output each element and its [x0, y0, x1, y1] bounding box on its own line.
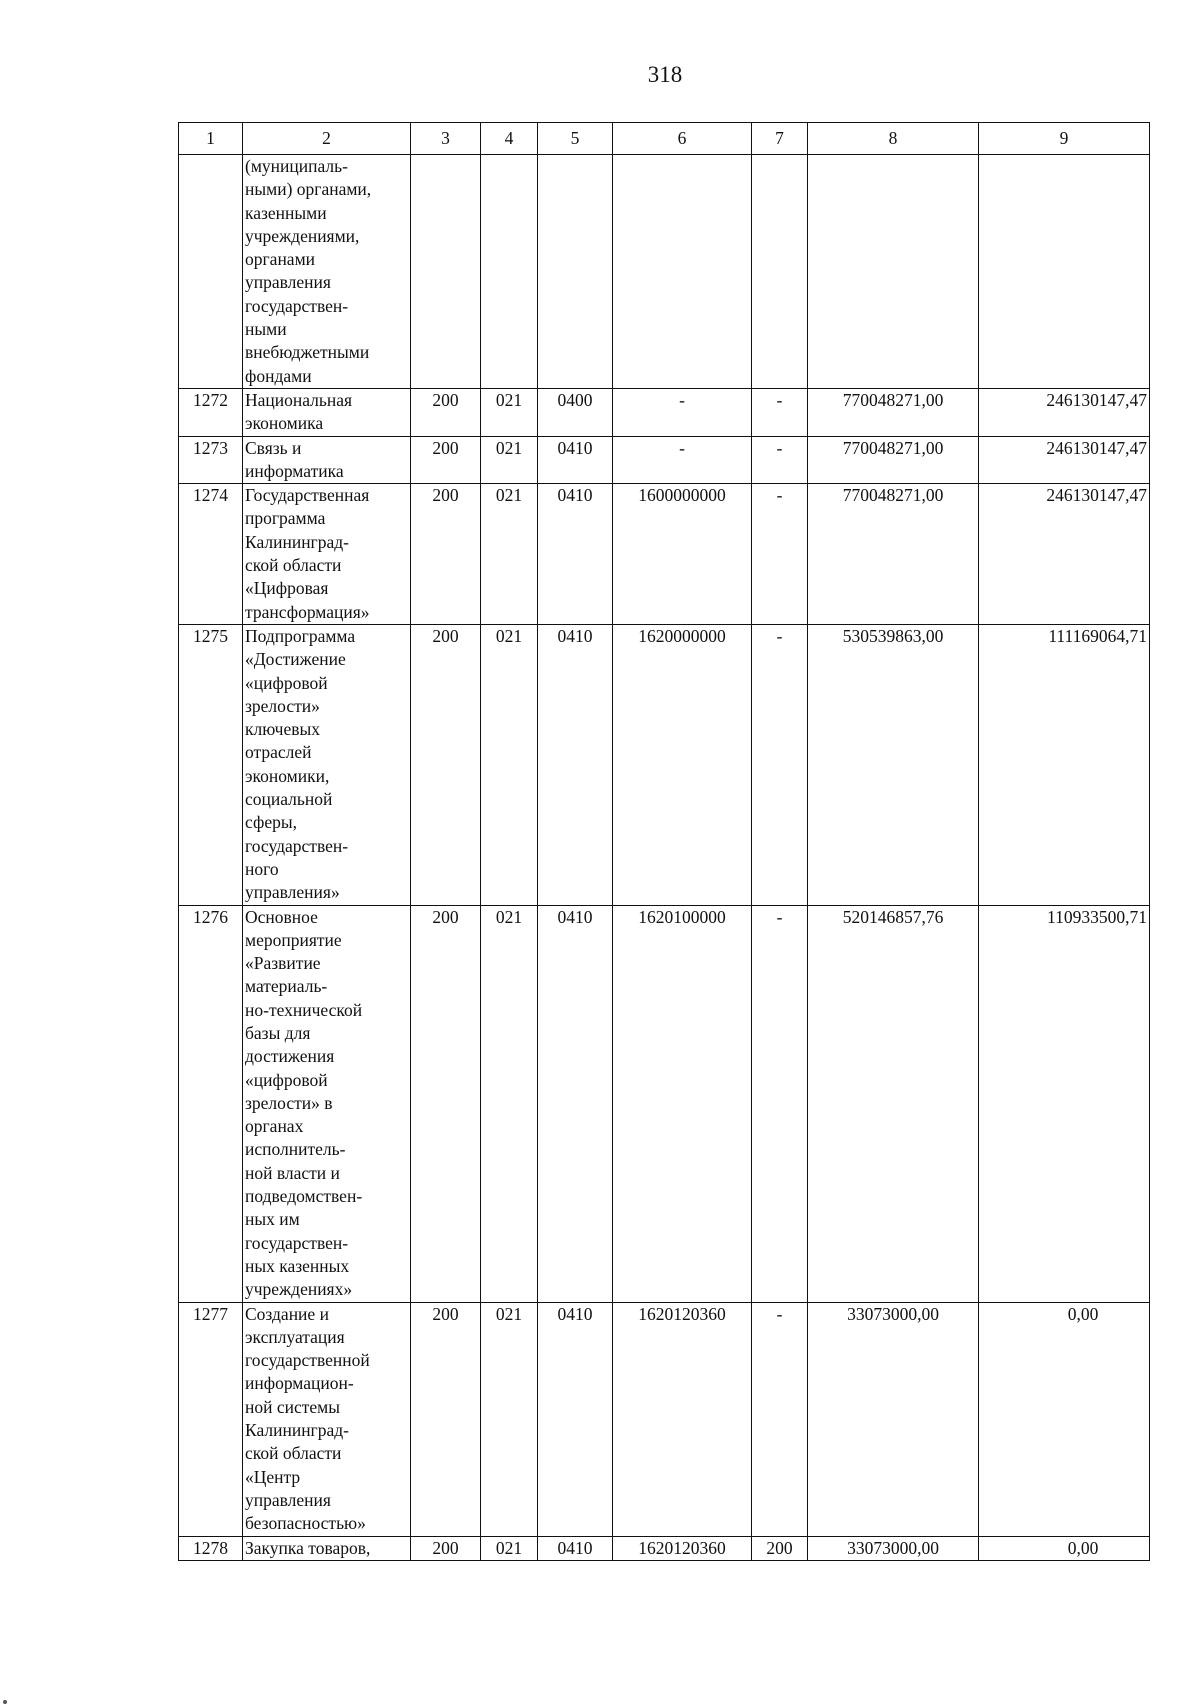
column-6-cell: 1620000000: [613, 624, 752, 905]
column-header-3: 3: [411, 123, 481, 155]
column-5-cell: 0410: [538, 905, 613, 1302]
row-number-cell: 1276: [179, 905, 243, 1302]
column-4-cell: 021: [481, 624, 538, 905]
column-4-cell: [481, 155, 538, 389]
column-5-cell: [538, 155, 613, 389]
column-header-8: 8: [808, 123, 979, 155]
column-5-cell: 0400: [538, 388, 613, 436]
amount-column-9-cell: 111169064,71: [979, 624, 1150, 905]
column-7-cell: -: [752, 484, 808, 625]
column-3-cell: 200: [411, 1302, 481, 1536]
amount-column-8-cell: 770048271,00: [808, 484, 979, 625]
column-5-cell: 0410: [538, 624, 613, 905]
amount-column-8-cell: 530539863,00: [808, 624, 979, 905]
table-body: [179, 155, 1150, 1561]
amount-column-9-cell: 246130147,47: [979, 436, 1150, 484]
column-header-4: 4: [481, 123, 538, 155]
row-number-cell: 1273: [179, 436, 243, 484]
column-4-cell: 021: [481, 1536, 538, 1560]
item-name-cell: Связь и информатика: [243, 436, 411, 484]
amount-column-9-cell: 246130147,47: [979, 484, 1150, 625]
column-6-cell: 1620120360: [613, 1302, 752, 1536]
row-number-cell: 1274: [179, 484, 243, 625]
amount-column-9-cell: 246130147,47: [979, 388, 1150, 436]
column-4-cell: 021: [481, 905, 538, 1302]
row-number-cell: [179, 155, 243, 389]
column-header-6: 6: [613, 123, 752, 155]
row-number-cell: 1277: [179, 1302, 243, 1536]
table-header: [179, 123, 1150, 155]
table-row: [179, 155, 1150, 389]
column-7-cell: 200: [752, 1536, 808, 1560]
column-6-cell: 1620100000: [613, 905, 752, 1302]
item-name-cell: Закупка товаров,: [243, 1536, 411, 1560]
column-5-cell: 0410: [538, 1536, 613, 1560]
column-7-cell: -: [752, 624, 808, 905]
row-number-cell: 1275: [179, 624, 243, 905]
column-5-cell: 0410: [538, 1302, 613, 1536]
table-row: [179, 436, 1150, 484]
page-number: 318: [647, 62, 683, 87]
table-row: [179, 1536, 1150, 1560]
column-7-cell: -: [752, 905, 808, 1302]
column-4-cell: 021: [481, 388, 538, 436]
item-name-cell: Подпрограмма «Достижение «цифровой зрелости» ключевых отраслей экономики, социальной сферы, государствен- ного управления»: [243, 624, 411, 905]
column-7-cell: [752, 155, 808, 389]
amount-column-8-cell: 770048271,00: [808, 388, 979, 436]
amount-column-9-cell: 0,00: [979, 1302, 1150, 1536]
column-header-1: 1: [179, 123, 243, 155]
column-7-cell: -: [752, 388, 808, 436]
scan-speck: [3, 1700, 7, 1704]
column-header-9: 9: [979, 123, 1150, 155]
table-row: [179, 388, 1150, 436]
item-name-cell: Основное мероприятие «Развитие материаль- но-технической базы для достижения «цифровой зрелости» в органах исполнитель- ной власти и подведомствен- ных им государствен- ных казенных учреждениях»: [243, 905, 411, 1302]
column-3-cell: 200: [411, 484, 481, 625]
amount-column-8-cell: 770048271,00: [808, 436, 979, 484]
amount-column-9-cell: 110933500,71: [979, 905, 1150, 1302]
budget-table: [178, 122, 1150, 1561]
column-6-cell: 1600000000: [613, 484, 752, 625]
column-7-cell: -: [752, 436, 808, 484]
item-name-cell: (муниципаль- ными) органами, казенными учреждениями, органами управления государствен- ными внебюджетными фондами: [243, 155, 411, 389]
column-3-cell: 200: [411, 624, 481, 905]
column-6-cell: -: [613, 436, 752, 484]
column-5-cell: 0410: [538, 484, 613, 625]
column-4-cell: 021: [481, 484, 538, 625]
amount-column-8-cell: 33073000,00: [808, 1536, 979, 1560]
amount-column-8-cell: 33073000,00: [808, 1302, 979, 1536]
column-3-cell: [411, 155, 481, 389]
column-6-cell: [613, 155, 752, 389]
column-3-cell: 200: [411, 436, 481, 484]
column-7-cell: -: [752, 1302, 808, 1536]
amount-column-8-cell: [808, 155, 979, 389]
item-name-cell: Национальная экономика: [243, 388, 411, 436]
table-row: [179, 624, 1150, 905]
column-6-cell: 1620120360: [613, 1536, 752, 1560]
item-name-cell: Создание и эксплуатация государственной информацион- ной системы Калининград- ской области «Центр управления безопасностью»: [243, 1302, 411, 1536]
column-header-7: 7: [752, 123, 808, 155]
amount-column-8-cell: 520146857,76: [808, 905, 979, 1302]
row-number-cell: 1278: [179, 1536, 243, 1560]
amount-column-9-cell: 0,00: [979, 1536, 1150, 1560]
column-3-cell: 200: [411, 388, 481, 436]
column-5-cell: 0410: [538, 436, 613, 484]
column-3-cell: 200: [411, 905, 481, 1302]
column-4-cell: 021: [481, 1302, 538, 1536]
table-row: [179, 905, 1150, 1302]
column-4-cell: 021: [481, 436, 538, 484]
row-number-cell: 1272: [179, 388, 243, 436]
item-name-cell: Государственная программа Калининград- ской области «Цифровая трансформация»: [243, 484, 411, 625]
column-3-cell: 200: [411, 1536, 481, 1560]
column-header-2: 2: [243, 123, 411, 155]
table-row: [179, 484, 1150, 625]
column-6-cell: -: [613, 388, 752, 436]
column-header-5: 5: [538, 123, 613, 155]
table-row: [179, 1302, 1150, 1536]
header-row: [179, 123, 1150, 155]
amount-column-9-cell: [979, 155, 1150, 389]
